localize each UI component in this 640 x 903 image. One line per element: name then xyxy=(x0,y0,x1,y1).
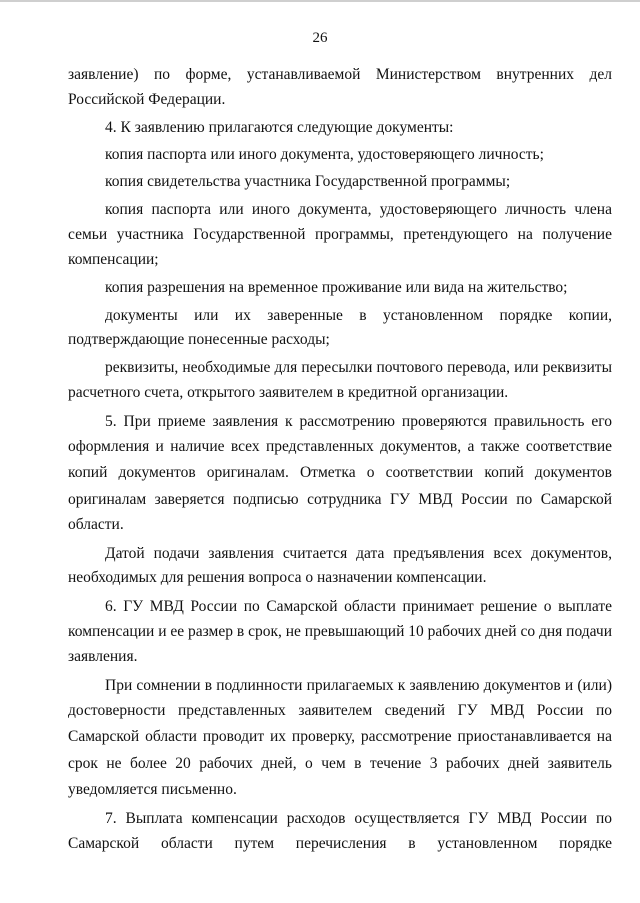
text-line: оформления и наличие всех представленных документов, а также соответствие xyxy=(68,438,612,455)
text-line: документы или их заверенные в установленном порядке копии, xyxy=(105,307,612,324)
text-line: необходимых для решения вопроса о назначении компенсации. xyxy=(68,569,487,586)
text-line: Российской Федерации. xyxy=(68,91,226,108)
page-number: 26 xyxy=(312,30,328,46)
text-line: 7. Выплата компенсации расходов осуществляется ГУ МВД России по xyxy=(105,810,612,827)
text-line: достоверности представленных заявителем сведений ГУ МВД России по xyxy=(68,702,612,719)
text-line: оригиналам заверяется подписью сотрудника ГУ МВД России по Самарской xyxy=(68,491,612,508)
text-line: Датой подачи заявления считается дата предъявления всех документов, xyxy=(105,545,612,562)
text-line: Самарской области путем перечисления в установленном порядке xyxy=(68,835,612,852)
text-line: уведомляется письменно. xyxy=(68,781,237,798)
text-line: 6. ГУ МВД России по Самарской области принимает решение о выплате xyxy=(105,598,612,615)
text-line: подтверждающие понесенные расходы; xyxy=(68,331,330,348)
text-line: заявление) по форме, устанавливаемой Министерством внутренних дел xyxy=(68,66,612,83)
text-line: семьи участника Государственной программы, претендующего на получение xyxy=(68,226,612,243)
text-line: области. xyxy=(68,516,124,533)
text-line: 4. К заявлению прилагаются следующие документы: xyxy=(105,119,454,136)
text-line: При сомнении в подлинности прилагаемых к заявлению документов и (или) xyxy=(105,677,612,694)
text-line: копия свидетельства участника Государственной программы; xyxy=(105,173,511,190)
text-line: компенсации; xyxy=(68,251,159,268)
text-line: Самарской области проводит их проверку, рассмотрение приостанавливается на xyxy=(68,728,612,745)
text-line: копия паспорта или иного документа, удостоверяющего личность члена xyxy=(105,201,612,218)
text-line: срок не более 20 рабочих дней, о чем в течение 3 рабочих дней заявитель xyxy=(68,755,612,772)
text-line: копия разрешения на временное проживание или вида на жительство; xyxy=(105,279,568,296)
text-line: расчетного счета, открытого заявителем в кредитной организации. xyxy=(68,384,509,401)
text-line: реквизиты, необходимые для пересылки почтового перевода, или реквизиты xyxy=(105,359,612,376)
text-line: копия паспорта или иного документа, удостоверяющего личность; xyxy=(105,146,544,163)
text-line: копий документов оригиналам. Отметка о соответствии копий документов xyxy=(68,464,612,481)
text-line: компенсации и ее размер в срок, не превышающий 10 рабочих дней со дня подачи xyxy=(68,623,612,640)
page-top-edge xyxy=(0,0,640,2)
text-line: заявления. xyxy=(68,648,138,665)
text-line: 5. При приеме заявления к рассмотрению проверяются правильность его xyxy=(105,413,612,430)
